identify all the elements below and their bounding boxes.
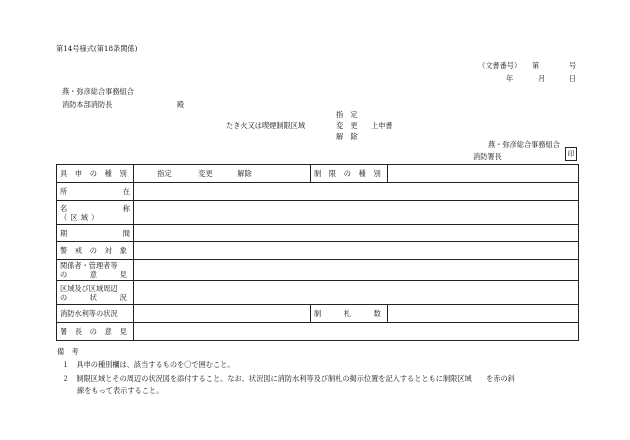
area-label-2: の 状 況 <box>60 292 130 302</box>
period-value[interactable] <box>134 225 579 242</box>
addressee-title: 消防本部消防長 <box>62 100 113 109</box>
row-area <box>57 281 579 305</box>
chief-label: 署 長 の 意 見 <box>60 327 130 336</box>
location-label: 所 在 <box>60 187 130 196</box>
name-value[interactable] <box>134 201 579 225</box>
addressee-org: 燕・弥彦総合事務組合 <box>62 87 134 96</box>
title-opt-change: 変 更 <box>336 121 358 130</box>
date-month: 月 <box>538 74 546 83</box>
row-water <box>57 305 579 323</box>
area-value[interactable] <box>134 281 579 305</box>
period-label: 期 間 <box>60 228 130 238</box>
type-option-change[interactable]: 変更 <box>198 169 213 178</box>
date-year: 年 <box>506 74 514 83</box>
chief-value[interactable] <box>134 323 579 341</box>
stakeholder-label-2: の 意 見 <box>60 270 130 279</box>
doc-number-label: （文書番号） <box>478 61 522 70</box>
type-options-cell[interactable] <box>134 165 311 183</box>
seal-box: 印 <box>565 147 577 161</box>
row-period <box>57 225 579 242</box>
note-item-2-cont: 線をもって表示すること。 <box>77 386 164 395</box>
name-label: 名 称 <box>60 203 130 213</box>
stakeholder-label-1: 関係者・管理者等 <box>60 261 118 270</box>
type-option-designate[interactable]: 指定 <box>157 169 172 178</box>
row-stakeholder <box>57 260 579 281</box>
row-name <box>57 201 579 225</box>
signs-value[interactable] <box>388 305 579 323</box>
sender-title: 消防署長 <box>473 152 502 161</box>
restriction-type-value[interactable] <box>388 165 579 183</box>
sender-org: 燕・弥彦総合事務組合 <box>488 140 560 149</box>
row-type <box>57 165 579 183</box>
note-item-2: ２ 制限区域とその周辺の状況図を添付すること。なお、状況図に消防水利等及び制札の掲示位置を記入するとともに制限区域 を赤の斜 <box>62 374 515 383</box>
type-option-cancel[interactable]: 解除 <box>237 169 252 178</box>
type-label: 具 申 の 種 別 <box>60 169 130 178</box>
water-label: 消防水利等の状況 <box>60 309 118 318</box>
note-item-1: １ 具申の種別欄は、該当するものを〇で囲むこと。 <box>62 360 235 369</box>
target-value[interactable] <box>134 242 579 260</box>
form-number: 第14号様式(第18条関係) <box>56 44 138 53</box>
area-label-1: 区域及び区域周辺 <box>60 283 118 293</box>
row-location <box>57 183 579 201</box>
title-opt-cancel: 解 除 <box>336 132 358 141</box>
location-value[interactable] <box>134 183 579 201</box>
restriction-type-label: 制 限 の 種 別 <box>314 169 384 178</box>
row-target <box>57 242 579 260</box>
date-day: 日 <box>569 74 577 83</box>
stakeholder-value[interactable] <box>134 260 579 281</box>
title-opt-designate: 指 定 <box>336 110 358 119</box>
addressee-honorific: 殿 <box>177 100 185 109</box>
row-chief <box>57 323 579 341</box>
target-label: 警 戒 の 対 象 <box>60 246 130 255</box>
title-suffix: 上申書 <box>371 121 393 130</box>
signs-label: 制 札 数 <box>314 309 384 318</box>
doc-go: 号 <box>569 61 577 70</box>
doc-dai: 第 <box>532 61 540 70</box>
water-value[interactable] <box>134 305 311 323</box>
title-prefix: たき火又は喫煙制限区域 <box>226 121 306 130</box>
application-table <box>56 164 579 341</box>
name-label-area: （区域） <box>60 212 102 222</box>
notes-heading: 備 考 <box>57 347 79 356</box>
